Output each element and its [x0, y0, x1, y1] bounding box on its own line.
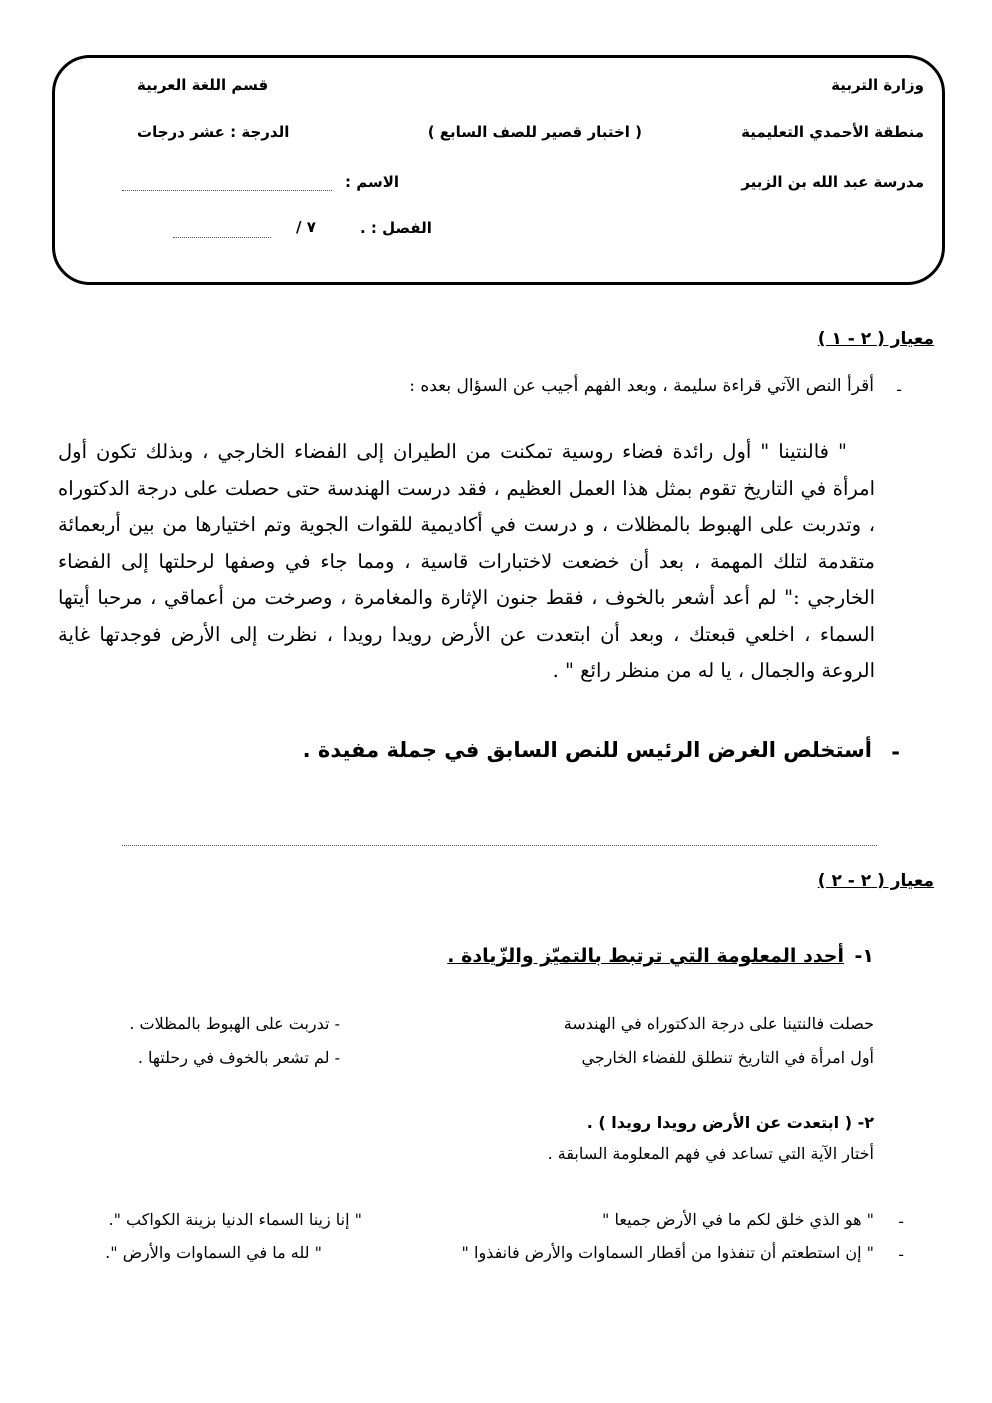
reading-passage: " فالنتينا " أول رائدة فضاء روسية تمكنت من الطيران إلى الفضاء الخارجي ، وبذلك تكون أول امرأة في التاريخ تقوم بمثل هذا العمل العظيم ، فقد درست الهندسة حتى حصلت على درجة الدكتوراه ، وتدربت على الهبوط بالمظلات ، و درست في أكاديمية للقوات الجوية وتم اختيارها من بين أربعمائة متقدمة لتلك المهمة ، بعد أن خضعت لاختبارات قاسية ، ومما جاء في وصفها لرحلتها إلى الفضاء الخارجي :" لم أعد أشعر بالخوف ، فقط جنون الإثارة والمغامرة ، وصرخت من أعماقي ، مرحبا أيتها السماء ، اخلعي قبعتك ، وبعد أن ابتعدت عن الأرض رويدا رويدا ، نظرت إلى الأرض فوجدتها غاية الروعة والجمال ، يا له من منظر رائع " .	[58, 440, 875, 682]
ministry-name: وزارة التربية	[831, 76, 924, 94]
exam-title: ( اختبار قصير للصف السابع )	[427, 123, 642, 141]
q1-option-4[interactable]: - لم تشعر بالخوف في رحلتها .	[137, 1048, 340, 1067]
question-main-purpose: أستخلص الغرض الرئيس للنص السابق في جملة مفيدة .	[302, 738, 872, 762]
criterion-1: معيار ( ٢ - ١ )	[817, 329, 934, 349]
grade-label: الدرجة : عشر درجات	[137, 123, 290, 141]
name-field[interactable]	[122, 190, 332, 191]
district-name: منطقة الأحمدي التعليمية	[741, 123, 924, 141]
q2-option-2[interactable]: " إن استطعتم أن تنفذوا من أقطار السماوات والأرض فانفذوا "	[461, 1243, 874, 1262]
q2-option-1[interactable]: " هو الذي خلق لكم ما في الأرض جميعا "	[602, 1210, 874, 1229]
question-1-number: ١-	[854, 945, 874, 967]
bullet-dash: -	[896, 380, 902, 399]
criterion-2: معيار ( ٢ - ٢ )	[817, 871, 934, 891]
q1-option-1[interactable]: حصلت فالنتينا على درجة الدكتوراه في الهندسة	[563, 1014, 874, 1033]
class-label: الفصل : .	[360, 219, 432, 237]
question-2-title: ٢- ( ابتعدت عن الأرض رويدا رويدا ) .	[586, 1113, 874, 1132]
q1-option-3[interactable]: - تدربت على الهبوط بالمظلات .	[129, 1014, 340, 1033]
class-value: ٧ /	[296, 218, 316, 236]
bullet-dash: -	[898, 1212, 904, 1231]
bullet-dash: -	[898, 1245, 904, 1264]
department-name: قسم اللغة العربية	[137, 76, 269, 94]
bullet-dash: -	[891, 740, 900, 764]
school-name: مدرسة عبد الله بن الزبير	[741, 173, 924, 191]
q1-option-2[interactable]: أول امرأة في التاريخ تنطلق للفضاء الخارجي	[581, 1048, 874, 1067]
reading-instruction: أقرأ النص الآتي قراءة سليمة ، وبعد الفهم أجيب عن السؤال بعده :	[409, 376, 874, 396]
q2-option-3[interactable]: " إنا زينا السماء الدنيا بزينة الكواكب ".	[108, 1210, 362, 1229]
question-1-text: أحدد المعلومة التي ترتبط بالتميّز والزّيادة .	[447, 945, 844, 967]
q2-option-4[interactable]: " لله ما في السماوات والأرض ".	[105, 1243, 322, 1262]
name-label: الاسم :	[345, 173, 400, 191]
question-2-instruction: أختار الآية التي تساعد في فهم المعلومة السابقة .	[547, 1144, 874, 1163]
class-field[interactable]	[173, 237, 271, 238]
answer-line[interactable]	[122, 845, 877, 846]
